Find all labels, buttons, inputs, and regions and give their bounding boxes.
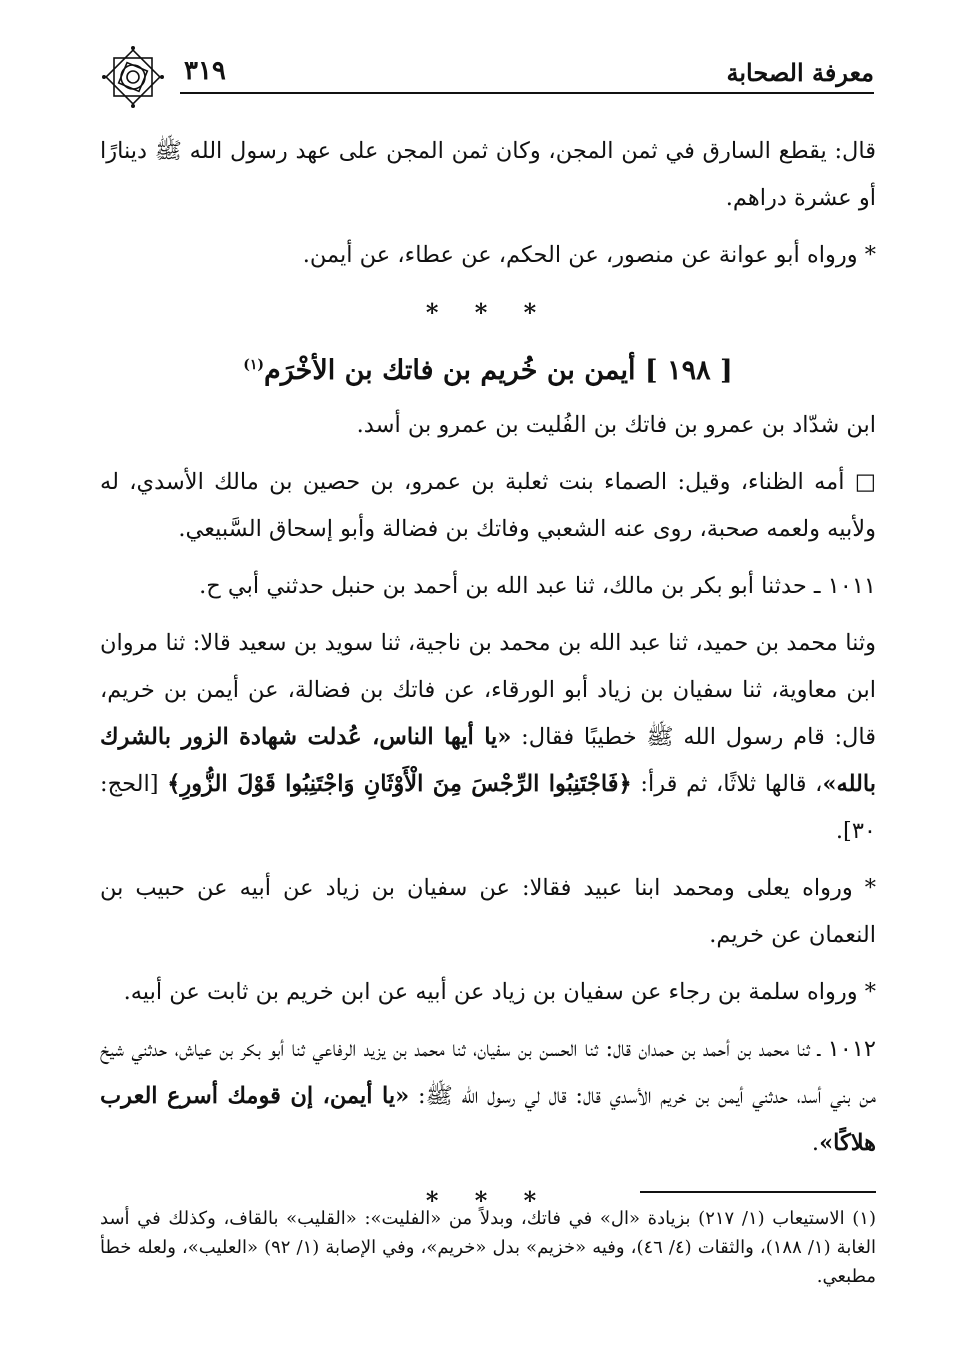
paragraph: ابن شدّاد بن عمرو بن فاتك بن الفُليت بن عمرو بن أسد. bbox=[356, 412, 876, 438]
paragraph: ١٠١١ ـ حدثنا أبو بكر بن مالك، ثنا عبد الله بن أحمد بن حنبل حدثني أبي ح. bbox=[199, 573, 876, 599]
footnote-marker: (١) bbox=[243, 357, 265, 373]
paragraph: * ورواه أبو عوانة عن منصور، عن الحكم، عن عطاء، عن أيمن. bbox=[302, 242, 876, 268]
entry-title bbox=[100, 342, 876, 394]
text-run: ، قالها ثلاثًا، ثم قرأ: bbox=[631, 771, 823, 797]
paragraph: □ أمه الظناء، وقيل: الصماء بنت ثعلبة بن عمرو، بن حصين بن مالك الأسدي، له ولأبيه ولعمه صحبة، روى عنه الشعبي وفاتك بن فضالة وأبو إسحاق السَّبيعي. bbox=[100, 469, 876, 542]
paragraph bbox=[100, 1026, 876, 1167]
ornament-icon bbox=[100, 44, 166, 110]
section-separator: * * * bbox=[425, 298, 551, 327]
page-header bbox=[100, 52, 874, 96]
hadith-quote: «يا أيها الناس، عُدلت شهادة الزور بالشرك بالله» bbox=[100, 724, 876, 797]
paragraph: قال: يقطع السارق في ثمن المجن، وكان ثمن المجن على عهد رسول الله ﷺ دينارًا أو عشرة دراهم. bbox=[100, 138, 876, 211]
quran-verse: ﴿فَاجْتَنِبُوا الرِّجْسَ مِنَ الْأَوْثَانِ وَاجْتَنِبُوا قَوْلَ الزُّورِ﴾ bbox=[167, 771, 632, 797]
text-run: ١٠١٢ ـ ثنا محمد بن أحمد بن حمدان قال: ثنا الحسن بن سفيان، ثنا محمد بن يزيد الرفاعي ثنا أبو بكر بن عياش، حدثني شيخ من بني أسد، حدثني أيمن بن خريم الأسدي قال: قال لي رسول الله ﷺ: bbox=[100, 1036, 876, 1109]
paragraph: * ورواه سلمة بن رجاء عن سفيان بن زياد عن أبيه عن ابن خريم بن ثابت عن أبيه. bbox=[123, 979, 876, 1005]
running-title: معرفة الصحابة bbox=[726, 58, 874, 87]
text-run: وثنا محمد بن حميد، ثنا عبد الله بن محمد بن ناجية، ثنا سويد بن سعيد قالا: ثنا مروان ابن معاوية، ثنا سفيان بن زياد أبو الورقاء، عن فاتك بن فضالة، عن أيمن بن خريم، قال: قام رسول الله ﷺ خطيبًا فقال: bbox=[100, 630, 877, 750]
page-number: ٣١٩ bbox=[184, 56, 226, 86]
paragraph: * ورواه يعلى ومحمد ابنا عبيد فقالا: عن سفيان بن زياد عن أبيه عن حبيب بن النعمان عن خريم. bbox=[100, 875, 876, 948]
header-rule bbox=[180, 92, 874, 94]
paragraph bbox=[100, 620, 876, 855]
hadith-quote: «يا أيمن، إن قومك أسرع العرب هلاكًا» bbox=[100, 1083, 876, 1156]
main-text bbox=[100, 128, 876, 1230]
footnote-rule bbox=[640, 1191, 876, 1193]
section-separator: * * * bbox=[425, 1186, 551, 1215]
text-run: [الحج: ٣٠]. bbox=[100, 771, 876, 844]
footnote: (١) الاستيعاب (١/ ٢١٧) بزيادة «ال» في فاتك، وبدلاً من «الفليت»: «القليب» بالقاف، وكذلك في أسد الغابة (١/ ١٨٨)، والثقات (٤/ ٤٦)، وفيه «خزيم» بدل «خريم»، وفي الإصابة (١/ ٩٢) «العليب»، ولعله خطأ مطبعي. bbox=[100, 1208, 876, 1287]
footnotes bbox=[100, 1204, 876, 1291]
entry-title-text: [ ١٩٨ ] أيمن بن خُريم بن فاتك بن الأخْرَم bbox=[264, 355, 733, 386]
text-run: . bbox=[811, 1130, 820, 1156]
